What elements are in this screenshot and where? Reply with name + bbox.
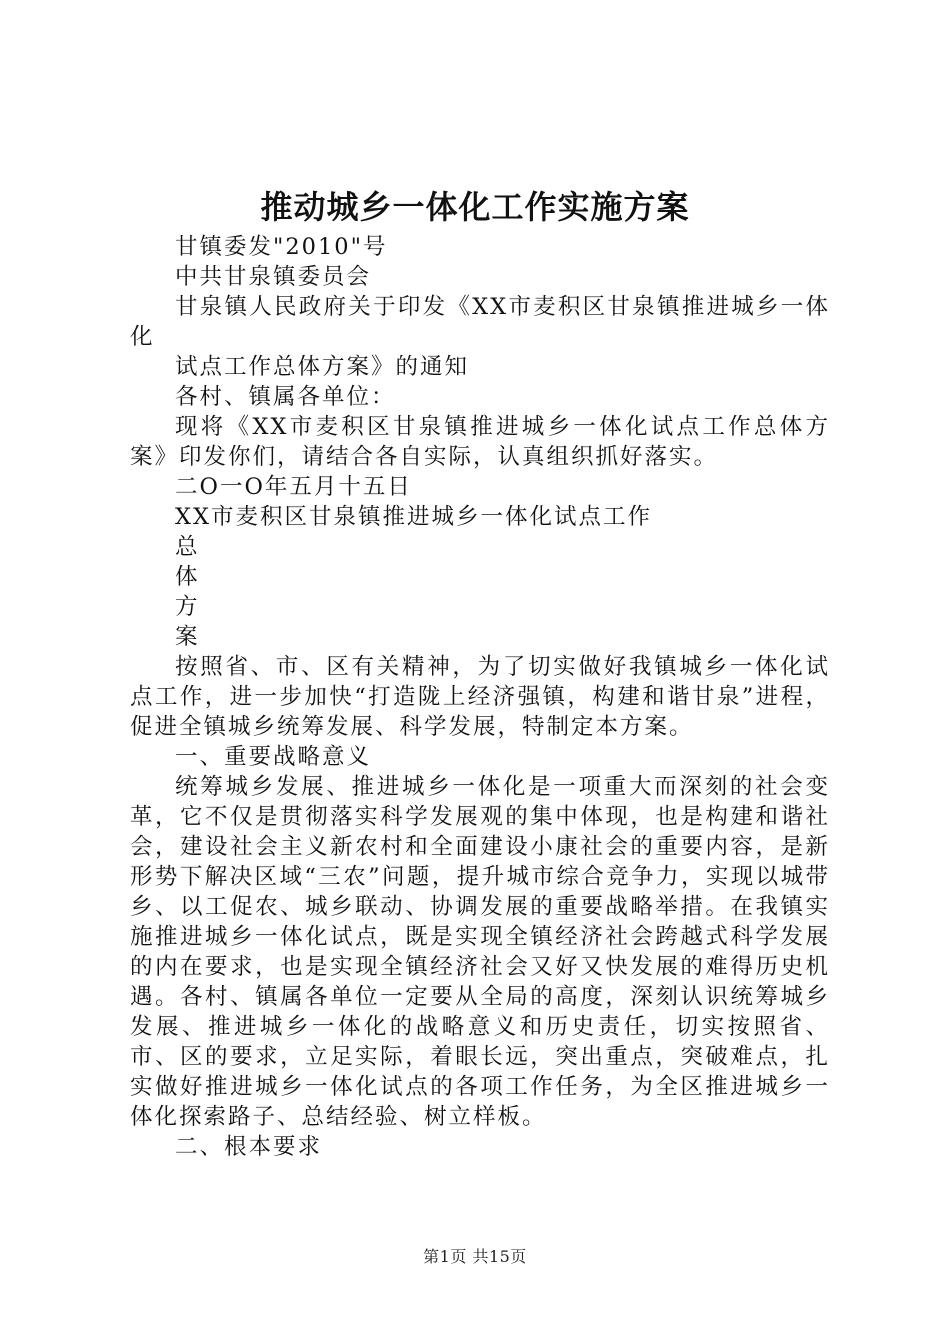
salutation: 各村、镇属各单位： — [175, 384, 396, 410]
document-body — [130, 232, 830, 1162]
notice-body: 现将《XX市麦积区甘泉镇推进城乡一体化试点工作总体方案》印发你们，请结合各自实际，认真组织抓好落实。 — [130, 414, 830, 470]
section-heading-2: 二、根本要求 — [175, 1134, 323, 1160]
notice-title-line1: 甘泉镇人民政府关于印发《XX市麦积区甘泉镇推进城乡一体化 — [130, 294, 830, 350]
plan-heading-char-4: 案 — [175, 624, 200, 650]
notice-date: 二O一O年五月十五日 — [175, 474, 412, 500]
plan-heading-char-1: 总 — [175, 534, 200, 560]
section-1-paragraph: 统筹城乡发展、推进城乡一体化是一项重大而深刻的社会变革，它不仅是贯彻落实科学发展观的集中体现，也是构建和谐社会，建设社会主义新农村和全面建设小康社会的重要内容，是新形势下解决区域“三农”问题，提升城市综合竞争力，实现以城带乡、以工促农、城乡联动、协调发展的重要战略举措。在我镇实施推进城乡一体化试点，既是实现全镇经济社会跨越式科学发展的内在要求，也是实现全镇经济社会又好又快发展的难得历史机遇。各村、镇属各单位一定要从全局的高度，深刻认识统筹城乡发展、推进城乡一体化的战略意义和历史责任，切实按照省、市、区的要求，立足实际，着眼长远，突出重点，突破难点，扎实做好推进城乡一体化试点的各项工作任务，为全区推进城乡一体化探索路子、总结经验、树立样板。 — [130, 774, 830, 1130]
plan-heading-char-3: 方 — [175, 594, 200, 620]
page-footer: 第1页 共15页 — [423, 1247, 527, 1266]
intro-paragraph: 按照省、市、区有关精神，为了切实做好我镇城乡一体化试点工作，进一步加快“打造陇上经济强镇，构建和谐甘泉”进程，促进全镇城乡统筹发展、科学发展，特制定本方案。 — [130, 654, 830, 740]
notice-title-line2: 试点工作总体方案》的通知 — [175, 354, 470, 380]
plan-heading: XX市麦积区甘泉镇推进城乡一体化试点工作 — [175, 504, 653, 530]
section-heading-1: 一、重要战略意义 — [175, 744, 372, 770]
issuer-committee: 中共甘泉镇委员会 — [175, 264, 372, 290]
plan-heading-char-2: 体 — [175, 564, 200, 590]
doc-number: 甘镇委发"2010"号 — [175, 234, 388, 260]
document-title: 推动城乡一体化工作实施方案 — [260, 188, 690, 226]
